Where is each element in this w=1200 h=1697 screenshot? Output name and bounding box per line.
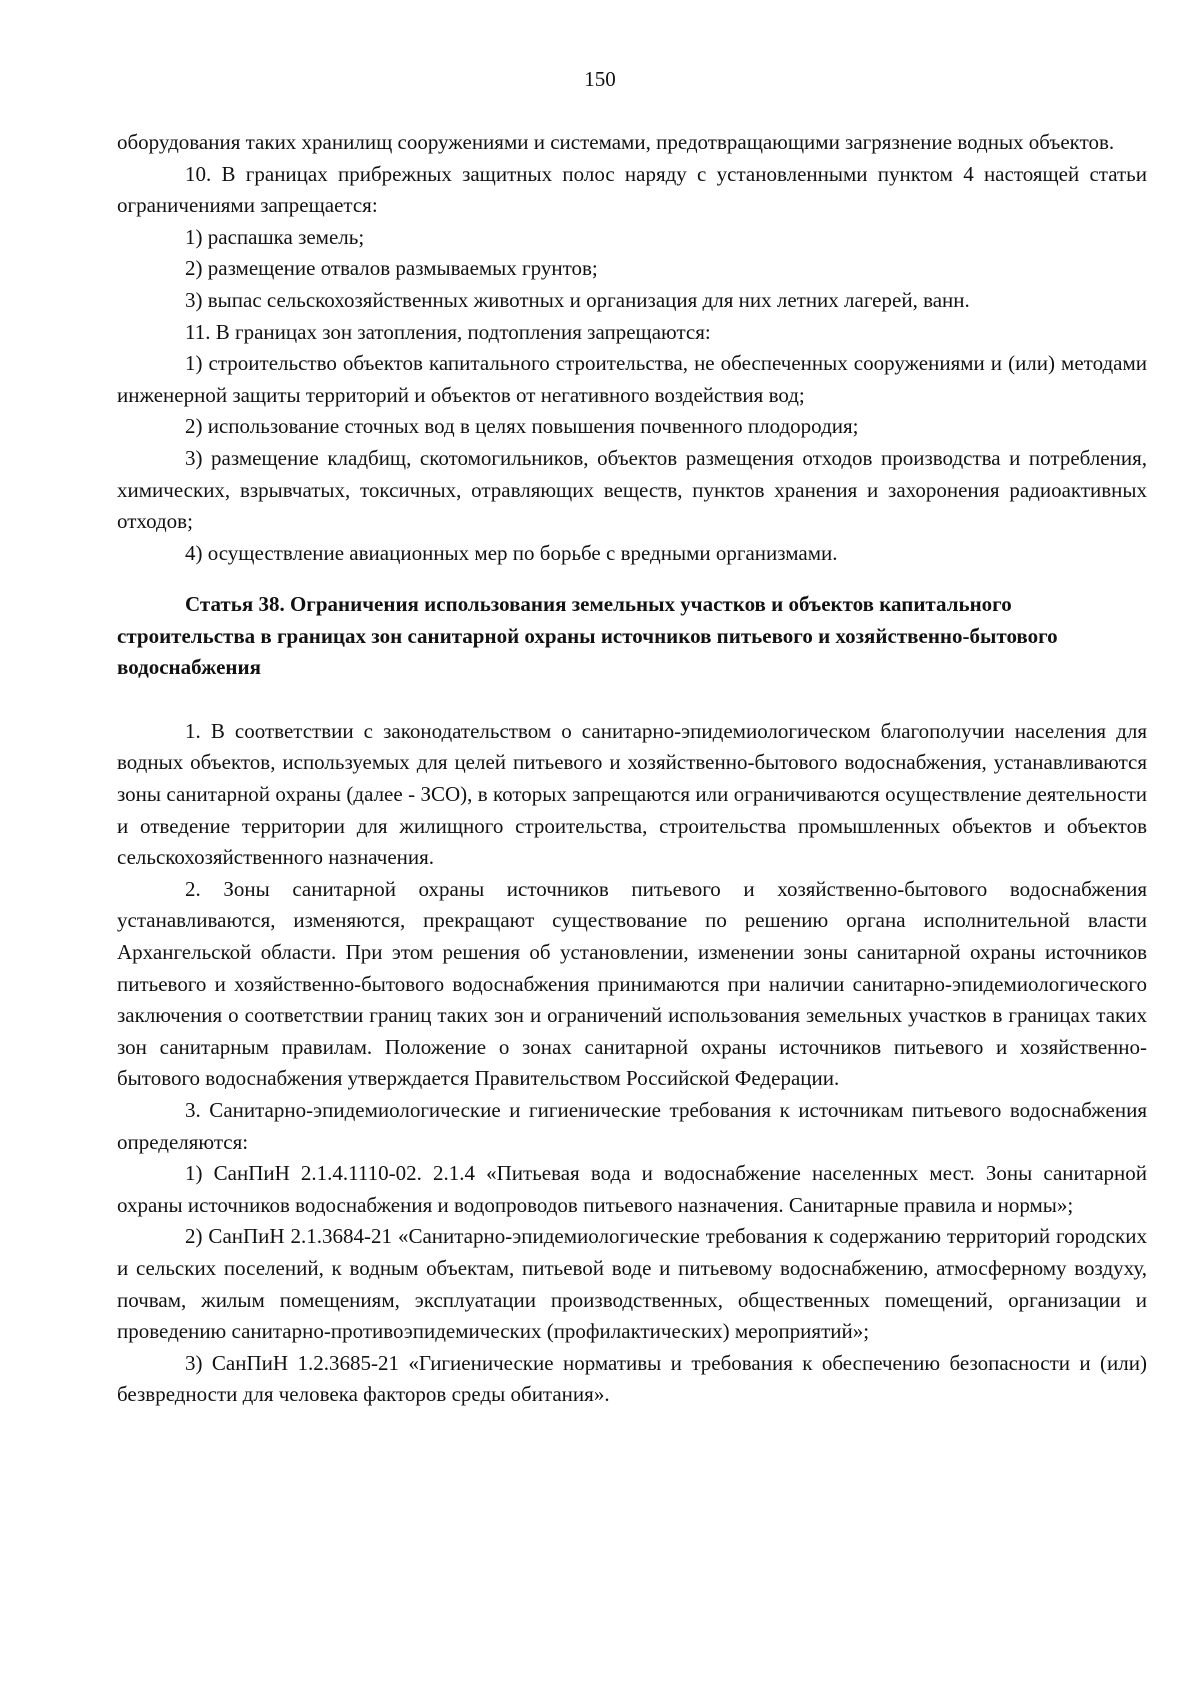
- paragraph-item-10: 10. В границах прибрежных защитных полос наряду с установленными пунктом 4 настоящей статьи ограничениями запрещается:: [117, 161, 1147, 218]
- page-number: 150: [584, 67, 616, 91]
- list-item: 1) СанПиН 2.1.4.1110-02. 2.1.4 «Питьевая вода и водоснабжение населенных мест. Зоны санитарной охраны источников водоснабжения и водопроводов питьевого назначения. Санитарные правила и нормы»;: [117, 1161, 1147, 1217]
- spacer: [117, 684, 1147, 716]
- article-heading: Статья 38. Ограничения использования земельных участков и объектов капитального строительства в границах зон санитарной охраны источников питьевого и хозяйственно-бытового водоснабжения: [117, 592, 1058, 680]
- list-item: 2) использование сточных вод в целях повышения почвенного плодородия;: [185, 414, 859, 439]
- paragraph-item-2: 2. Зоны санитарной охраны источников питьевого и хозяйственно-бытового водоснабжения устанавливаются, изменяются, прекращают существование по решению органа исполнительной власти Архангельской области. При этом решения об установлении, изменении зоны санитарной охраны источников питьевого и хозяйственно-бытового водоснабжения принимаются при наличии санитарно-эпидемиологического заключения о соответствии границ таких зон и ограничений использования земельных участков в границах таких зон санитарным правилам. Положение о зонах санитарной охраны источников питьевого и хозяйственно-бытового водоснабжения утверждается Правительством Российской Федерации.: [117, 876, 1147, 1091]
- paragraph-item-3: 3. Санитарно-эпидемиологические и гигиенические требования к источникам питьевого водоснабжения определяются:: [117, 1097, 1147, 1154]
- list-item: 1) распашка земель;: [185, 224, 365, 249]
- list-item: 2) СанПиН 2.1.3684-21 «Санитарно-эпидемиологические требования к содержанию территорий городских и сельских поселений, к водным объектам, питьевой воде и питьевому водоснабжению, атмосферному воздуху, почвам, жилым помещениям, эксплуатации производственных, общественных помещений, организации и проведению санитарно-противоэпидемических (профилактических) мероприятий»;: [117, 1224, 1147, 1344]
- list-item: 3) СанПиН 1.2.3685-21 «Гигиенические нормативы и требования к обеспечению безопасности и (или) безвредности для человека факторов среды обитания».: [117, 1350, 1147, 1407]
- list-item: 4) осуществление авиационных мер по борьбе с вредными организмами.: [185, 540, 838, 565]
- list-item: 3) размещение кладбищ, скотомогильников, объектов размещения отходов производства и потребления, химических, взрывчатых, токсичных, отравляющих веществ, пунктов хранения и захоронения радиоактивных отходов;: [117, 445, 1147, 534]
- document-body: [117, 127, 1147, 1411]
- list-item: 2) размещение отвалов размываемых грунтов;: [185, 256, 598, 281]
- paragraph-item-1: 1. В соответствии с законодательством о санитарно-эпидемиологическом благополучии населения для водных объектов, используемых для целей питьевого и хозяйственно-бытового водоснабжения, устанавливаются зоны санитарной охраны (далее - ЗСО), в которых запрещаются или ограничиваются осуществление деятельности и отведение территории для жилищного строительства, строительства промышленных объектов и объектов сельскохозяйственного назначения.: [117, 718, 1147, 870]
- list-item: 3) выпас сельскохозяйственных животных и организация для них летних лагерей, ванн.: [185, 287, 970, 312]
- paragraph-item-11: 11. В границах зон затопления, подтопления запрещаются:: [185, 319, 711, 344]
- spacer: [117, 569, 1147, 589]
- paragraph-continuation: оборудования таких хранилищ сооружениями и системами, предотвращающими загрязнение водных объектов.: [117, 130, 1115, 154]
- list-item: 1) строительство объектов капитального строительства, не обеспеченных сооружениями и (или) методами инженерной защиты территорий и объектов от негативного воздействия вод;: [117, 351, 1147, 407]
